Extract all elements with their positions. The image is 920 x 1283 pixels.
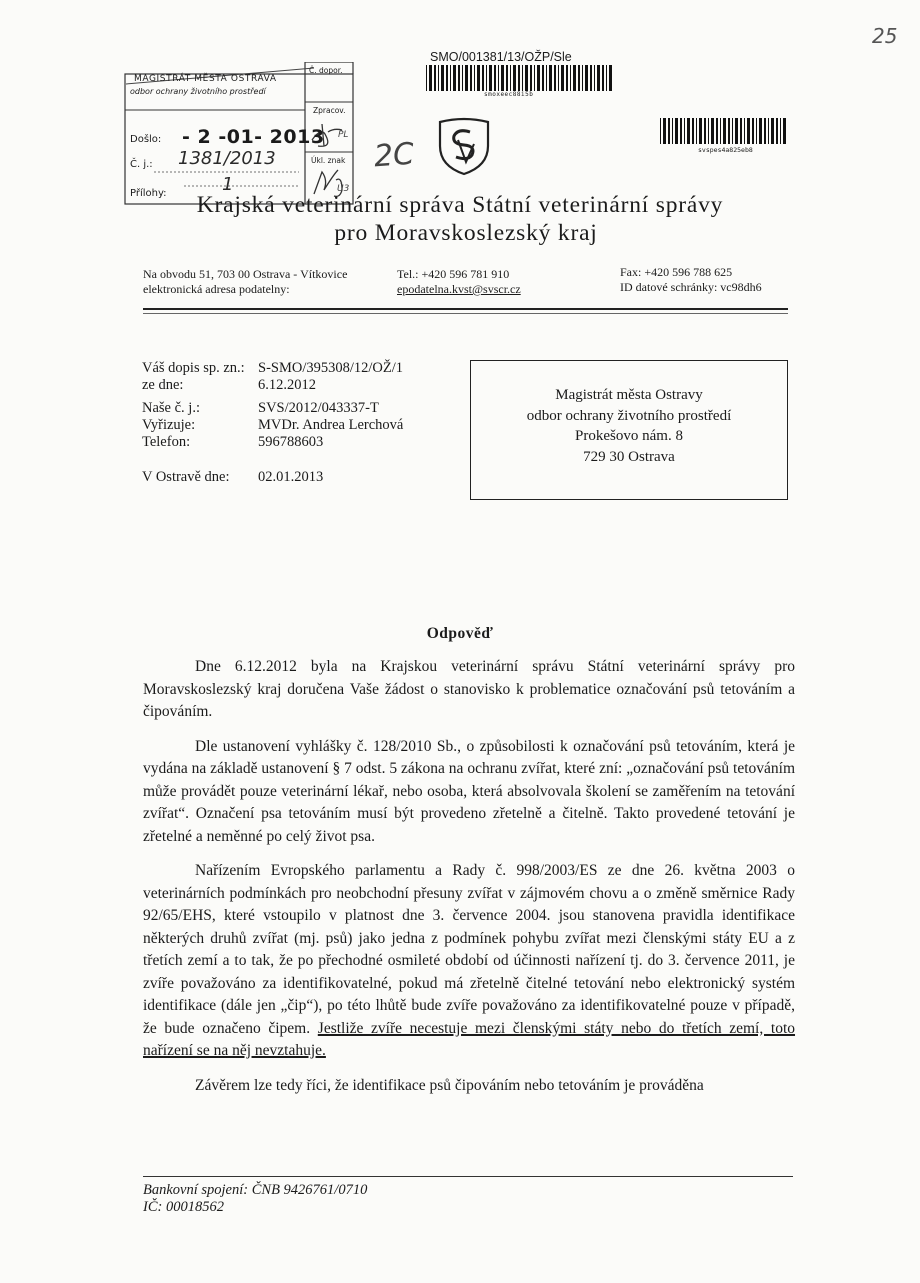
phone-label: Telefon: (142, 434, 191, 450)
barcode-bar (429, 65, 432, 91)
paragraph-4-first: Závěrem lze tedy říci, že identifikace psů čipováním nebo tetováním je prováděna (195, 1076, 704, 1094)
stamp-processor-value: PL (338, 130, 349, 140)
barcode-bar (759, 118, 762, 144)
barcode-bar (446, 65, 448, 91)
barcode-filing-code: smoxeec88i5b (484, 91, 534, 98)
barcode-bar (498, 65, 499, 91)
barcode-bar (513, 65, 516, 91)
agency-epodatelna-label: elektronická adresa podatelny: (143, 282, 290, 296)
agency-email-link[interactable]: epodatelna.kvst@svscr.cz (397, 282, 521, 296)
barcode-bar (708, 118, 709, 144)
paragraph-1 (143, 656, 795, 724)
barcode-bar (672, 118, 673, 144)
stamp-ref-value: 1381/2013 (178, 148, 276, 169)
barcode-bar (590, 65, 592, 91)
barcode-bar (776, 118, 778, 144)
letter-date-value: 6.12.2012 (258, 377, 316, 393)
barcode-bar (525, 65, 528, 91)
barcode-bar (542, 65, 544, 91)
barcode-bar (680, 118, 682, 144)
barcode-bar (704, 118, 706, 144)
barcode-bar (561, 65, 564, 91)
paragraph-3-first: Nařízením Evropského parlamentu a Rady č. 998/2003/ES ze dne 26. května 2003 o (195, 862, 795, 879)
barcode-bar (780, 118, 781, 144)
barcode-bar (692, 118, 694, 144)
letterhead-rule-thin (143, 313, 788, 314)
barcode-bar (522, 65, 523, 91)
barcode-bar (716, 118, 718, 144)
barcode-bar (723, 118, 726, 144)
barcode-bar (470, 65, 472, 91)
place-date-value: 02.01.2013 (258, 469, 324, 485)
barcode-bar (434, 65, 436, 91)
barcode-bar (699, 118, 702, 144)
barcode-bar (675, 118, 678, 144)
barcode-bar (518, 65, 520, 91)
barcode-bar (450, 65, 451, 91)
barcode-bar (578, 65, 580, 91)
stamp-attachments-value: 1 (222, 174, 234, 195)
our-ref-value: SVS/2012/043337-T (258, 400, 379, 416)
barcode-bar (597, 65, 600, 91)
barcode-bar (756, 118, 757, 144)
barcode-bar (494, 65, 496, 91)
barcode-bar (696, 118, 697, 144)
barcode-bar (735, 118, 738, 144)
barcode-agency (660, 118, 790, 160)
letter-date-label: ze dne: (142, 377, 184, 393)
phone-value: 596788603 (258, 434, 324, 450)
barcode-bar (728, 118, 730, 144)
agency-databox: ID datové schránky: vc98dh6 (620, 280, 762, 294)
barcode-bar (453, 65, 456, 91)
barcode-bar (570, 65, 571, 91)
stamp-side-mark: 2C (372, 136, 416, 175)
barcode-bar (506, 65, 508, 91)
barcode-bar (752, 118, 754, 144)
barcode-bar (486, 65, 487, 91)
barcode-bar (606, 65, 607, 91)
barcode-bar (684, 118, 685, 144)
barcode-filing (422, 50, 612, 100)
paragraph-4 (143, 1075, 795, 1098)
barcode-bar (462, 65, 463, 91)
barcode-bar (549, 65, 552, 91)
barcode-bar (489, 65, 492, 91)
barcode-agency-bars (660, 118, 790, 146)
barcode-bar (764, 118, 766, 144)
barcode-bar (554, 65, 556, 91)
barcode-filing-caption: SMO/001381/13/OŽP/Sle (430, 50, 572, 64)
barcode-bar (458, 65, 460, 91)
stamp-received-date: - 2 -01- 2013 (182, 126, 325, 148)
barcode-bar (534, 65, 535, 91)
recipient-line2: odbor ochrany životního prostředí (526, 407, 732, 424)
stamp-delivery-label: Č. dopor. (309, 66, 343, 75)
handled-by-label: Vyřizuje: (142, 417, 196, 433)
letter-body (143, 656, 795, 1097)
barcode-bar (482, 65, 484, 91)
paragraph-2-rest: která je vydána na základě ustanovení § 7 odst. 5 zákona na ochranu zvířat, které zní: „označování psů tetováním může provádět pouze veterinární lékař, nebo osoba, která absolvovala školení se zaměřením na tetování zvířat“. Označení psa tetováním musí být provedeno zřetelně a čitelně. Takto provedené tetování je zřetelné a neměnné po celý život psa. (143, 737, 796, 845)
barcode-bar (426, 65, 427, 91)
stamp-office-dept: odbor ochrany životního prostředí (130, 87, 266, 96)
barcode-bar (566, 65, 568, 91)
paragraph-3-underlined: Jestliže zvíře necestuje mezi členskými státy nebo do třetích zemí, toto nařízení se na něj nevztahuje. (143, 1019, 796, 1059)
barcode-bar (783, 118, 786, 144)
barcode-bar (477, 65, 480, 91)
stamp-ref-label: Č. j.: (130, 159, 153, 170)
barcode-bar (747, 118, 750, 144)
paragraph-2 (143, 736, 795, 849)
barcode-bar (585, 65, 588, 91)
barcode-bar (740, 118, 742, 144)
stamp-received-label: Došlo: (130, 134, 162, 145)
barcode-bar (668, 118, 670, 144)
stamp-filing-label: Úkl. znak (311, 156, 346, 165)
barcode-bar (744, 118, 745, 144)
stamp-filing-value: Ú3 (337, 184, 350, 194)
handled-by-value: MVDr. Andrea Lerchová (258, 417, 404, 433)
barcode-bar (602, 65, 604, 91)
letterhead-rule (143, 308, 788, 310)
recipient-box (470, 360, 788, 500)
our-ref-label: Naše č. j.: (142, 400, 200, 416)
paragraph-3 (143, 860, 795, 1063)
paragraph-1-rest: Moravskoslezský kraj doručena Vaše žádost o stanovisko k problematice označování psů tetováním a čipováním. (143, 680, 795, 720)
barcode-bar (530, 65, 532, 91)
page-number-mark: 25 (872, 24, 898, 48)
paragraph-1-first: Dne 6.12.2012 byla na Krajskou veterinární správu Státní veterinární správy pro (195, 658, 795, 675)
barcode-bar (720, 118, 721, 144)
stamp-attachments-label: Přílohy: (130, 188, 167, 199)
barcode-bar (441, 65, 444, 91)
letter-heading: Odpověď (426, 625, 494, 642)
agency-fax: Fax: +420 596 788 625 (620, 265, 733, 279)
your-letter-label: Váš dopis sp. zn.: (142, 360, 245, 376)
barcode-bar (537, 65, 540, 91)
agency-title-line1: Krajská veterinární správa Státní veterinární správy (196, 192, 724, 218)
paragraph-2-first: Dle ustanovení vyhlášky č. 128/2010 Sb., o způsobilosti k označování psů tetováním, (195, 737, 742, 755)
barcode-bar (438, 65, 439, 91)
barcode-bar (501, 65, 504, 91)
barcode-bar (663, 118, 666, 144)
agency-logo (434, 116, 494, 176)
barcode-bar (510, 65, 511, 91)
agency-address: Na obvodu 51, 703 00 Ostrava - Vítkovice (143, 267, 348, 281)
paragraph-3-rest: veterinárních podmínkách pro neobchodní přesuny zvířat v zájmovém chovu a o změně směrnice Rady 92/65/EHS, které vstoupilo v platnost dne 3. července 2004. jsou stanovena pravidla identifikace některých druhů zvířat (mj. psů) jako jedna z podmínek pohybu zvířat mezi členskými státy EU a z třetích zemí a to tak, že po přechodné osmileté období od účinnosti nařízení tj. do 3. července 2011, je zvíře považováno za identifikovatelné, pokud má zřetelně čitelné tetování nebo elektronický systém identifikace (dále jen „čip“), po této lhůtě bude zvíře považováno za identifikovatelné pouze v případě, že bude označeno čipem. (143, 884, 795, 1037)
barcode-bar (594, 65, 595, 91)
footer-bank: Bankovní spojení: ČNB 9426761/0710 (143, 1182, 368, 1198)
recipient-line3: Prokešovo nám. 8 (575, 428, 683, 444)
agency-title-line2: pro Moravskoslezský kraj (334, 220, 598, 246)
barcode-bar (558, 65, 559, 91)
barcode-bar (465, 65, 468, 91)
recipient-line4: 729 30 Ostrava (583, 448, 675, 465)
agency-phone: Tel.: +420 596 781 910 (397, 267, 510, 281)
stamp-processor-label: Zpracov. (313, 106, 346, 115)
barcode-bar (573, 65, 576, 91)
barcode-bar (711, 118, 714, 144)
recipient-line1: Magistrát města Ostravy (555, 387, 703, 403)
barcode-agency-code: svspes4a825eb8 (698, 146, 753, 154)
shield-emblem-icon (434, 116, 494, 176)
footer-rule (143, 1176, 793, 1177)
barcode-bar (687, 118, 690, 144)
barcode-bar (546, 65, 547, 91)
stamp-office-name: MAGISTRÁT MĚSTA OSTRAVA (134, 74, 277, 84)
barcode-bar (732, 118, 733, 144)
registry-stamp (124, 62, 354, 204)
barcode-bar (660, 118, 661, 144)
footer-ico: IČ: 00018562 (143, 1199, 224, 1215)
barcode-bar (771, 118, 774, 144)
barcode-bar (582, 65, 583, 91)
your-letter-value: S-SMO/395308/12/OŽ/1 (258, 360, 404, 376)
barcode-bar (474, 65, 475, 91)
reference-block (142, 360, 403, 486)
barcode-bar (768, 118, 769, 144)
barcode-bar (609, 65, 612, 91)
place-date-label: V Ostravě dne: (142, 469, 230, 485)
